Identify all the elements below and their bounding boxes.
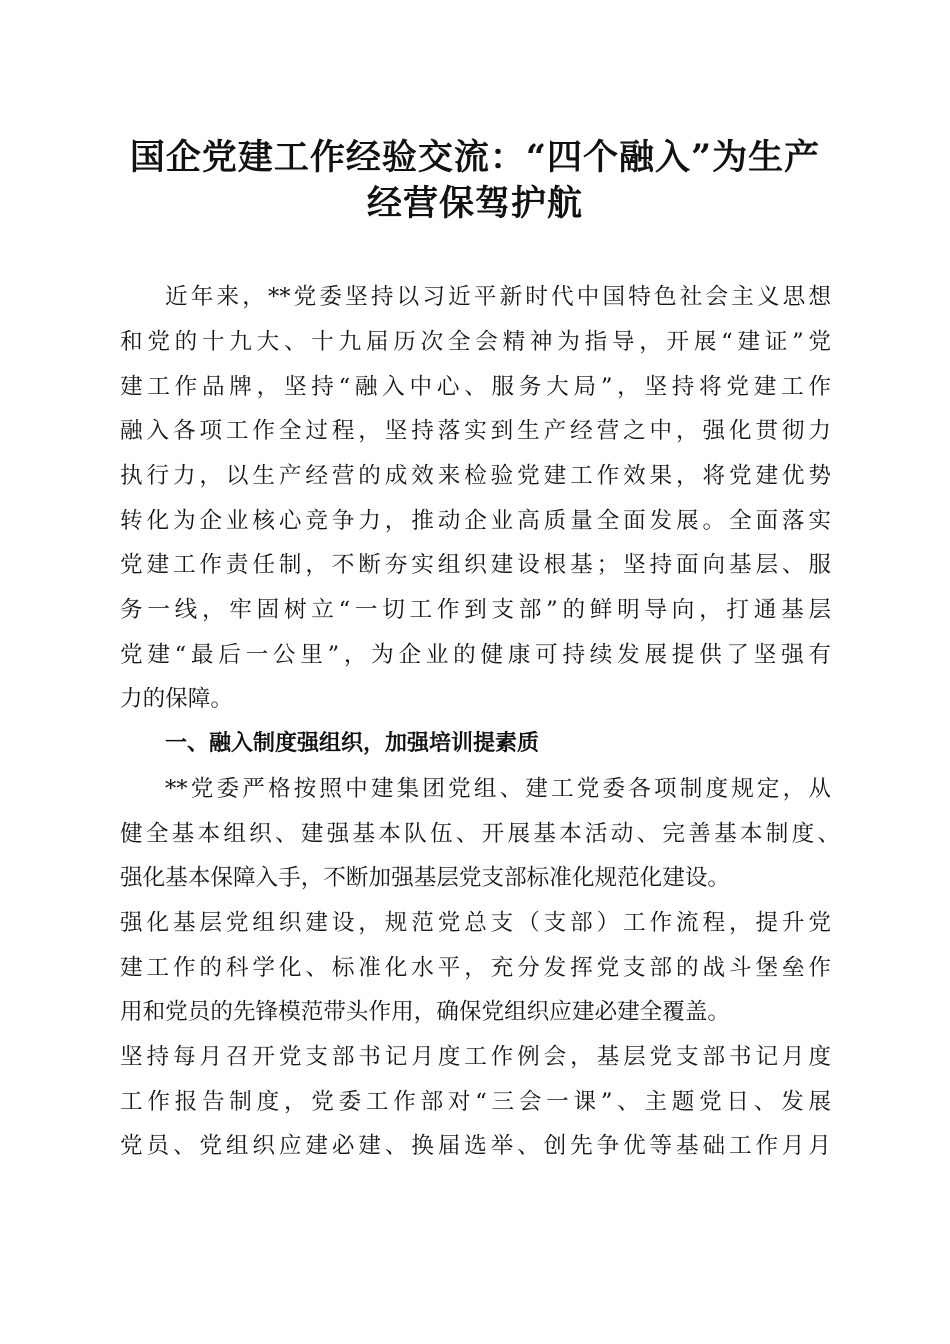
- paragraph-line: 健全基本组织、建强基本队伍、开展基本活动、完善基本制度、: [120, 821, 840, 847]
- paragraph-line: **党委严格按照中建集团党组、建工党委各项制度规定，从: [165, 776, 831, 802]
- paragraph-line: 务一线，牢固树立“一切工作到支部”的鲜明导向，打通基层: [120, 597, 831, 623]
- paragraph-line: 力的保障。: [120, 686, 233, 712]
- paragraph-line: 执行力，以生产经营的成效来检验党建工作效果，将党建优势: [120, 463, 831, 489]
- document-title-line-1: 国企党建工作经验交流：“四个融入”为生产: [129, 137, 821, 178]
- paragraph-line: 建工作的科学化、标准化水平，充分发挥党支部的战斗堡垒作: [120, 955, 831, 981]
- paragraph-line: 党员、党组织应建必建、换届选举、创先争优等基础工作月月: [120, 1133, 831, 1159]
- paragraph-line: 用和党员的先锋模范带头作用，确保党组织应建必建全覆盖。: [120, 999, 731, 1025]
- paragraph-line: 近年来，**党委坚持以习近平新时代中国特色社会主义思想: [165, 284, 831, 310]
- paragraph-line: 融入各项工作全过程，坚持落实到生产经营之中，强化贯彻力: [120, 418, 831, 444]
- document-title-line-2: 经营保驾护航: [366, 183, 583, 224]
- paragraph-line: 和党的十九大、十九届历次全会精神为指导，开展“建证”党: [120, 329, 831, 355]
- paragraph-line: 建工作品牌，坚持“融入中心、服务大局”，坚持将党建工作: [120, 374, 831, 400]
- section-heading-1: 一、融入制度强组织，加强培训提素质: [165, 731, 540, 756]
- paragraph-line: 强化基本保障入手，不断加强基层党支部标准化规范化建设。: [120, 865, 731, 891]
- paragraph-line: 坚持每月召开党支部书记月度工作例会，基层党支部书记月度: [120, 1044, 831, 1070]
- paragraph-line: 强化基层党组织建设，规范党总支（支部）工作流程，提升党: [120, 910, 831, 936]
- paragraph-line: 转化为企业核心竞争力，推动企业高质量全面发展。全面落实: [120, 508, 831, 534]
- paragraph-line: 工作报告制度，党委工作部对“三会一课”、主题党日、发展: [120, 1089, 831, 1115]
- paragraph-line: 党建“最后一公里”，为企业的健康可持续发展提供了坚强有: [120, 642, 831, 668]
- paragraph-line: 党建工作责任制，不断夯实组织建设根基；坚持面向基层、服: [120, 552, 831, 578]
